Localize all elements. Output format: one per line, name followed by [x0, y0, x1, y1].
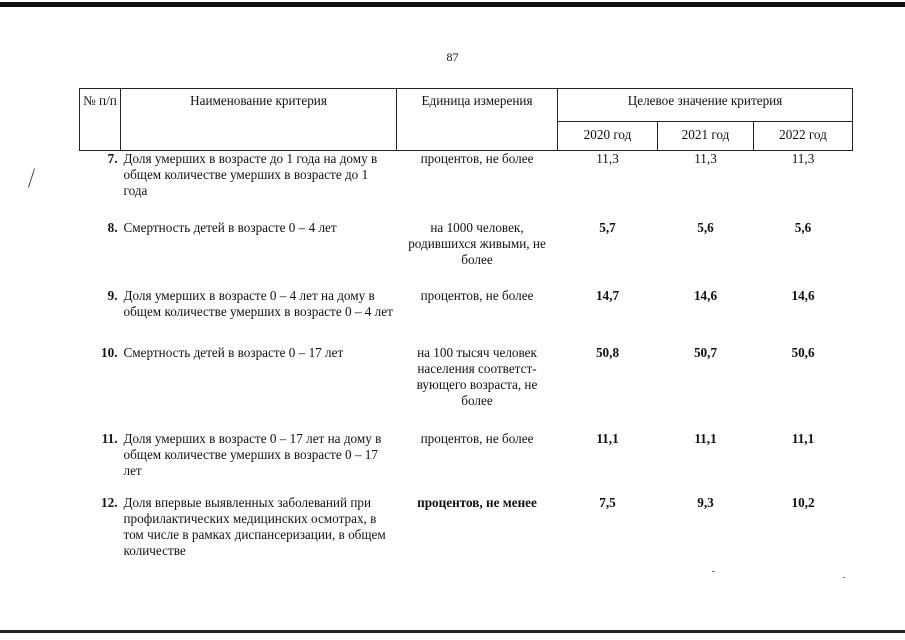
scan-mark: [28, 168, 35, 187]
header-year-2020: 2020 год: [558, 122, 658, 151]
value-2020: 7,5: [599, 494, 616, 510]
table-row: [80, 431, 853, 495]
table-row: [80, 495, 853, 561]
value-2022: 10,2: [791, 494, 815, 510]
value-2022: 50,6: [791, 344, 815, 360]
row-number: 8.: [107, 219, 118, 235]
bottom-border-rule: [0, 630, 905, 633]
value-2022: 11,1: [791, 430, 815, 446]
header-year-2021: 2021 год: [658, 122, 754, 151]
criterion-unit: процентов, не более: [420, 287, 534, 303]
row-number: 12.: [101, 494, 118, 510]
scan-speck: [712, 571, 715, 572]
page-number: 87: [446, 50, 459, 64]
criteria-table: [79, 88, 853, 561]
row-number: 7.: [107, 151, 118, 166]
criterion-unit: процентов, не менее: [417, 494, 537, 510]
criterion-unit: процентов, не более: [420, 151, 534, 166]
header-year-2022: 2022 год: [754, 122, 853, 151]
criterion-name: Доля умерших в возрасте 0 – 4 лет на дому в общем количестве умерших в возрасте 0 – 4 лет: [123, 287, 393, 319]
table-row: [80, 345, 853, 431]
criterion-name: Доля впервые выявленных заболеваний при профилактических медицинских осмотрах, в том числе в рамках диспансеризации, в общем количестве: [123, 494, 386, 558]
table-row: [80, 288, 853, 345]
row-number: 10.: [101, 344, 118, 360]
criterion-unit: на 1000 человек, родившихся живыми, не более: [408, 219, 546, 267]
value-2021: 9,3: [697, 494, 714, 510]
header-unit: Единица измерения: [397, 89, 558, 151]
value-2022: 14,6: [791, 287, 815, 303]
row-number: 11.: [101, 430, 118, 446]
value-2020: 14,7: [595, 287, 620, 303]
value-2020: 5,7: [599, 219, 616, 235]
header-row: [80, 89, 853, 122]
criterion-name: Доля умерших в возрасте 0 – 17 лет на дому в общем количестве умерших в возрасте 0 – 17 лет: [123, 430, 382, 478]
value-2022: 5,6: [794, 219, 812, 235]
header-number: № п/п: [80, 89, 121, 151]
value-2022: 11,3: [791, 151, 815, 166]
value-2020: 50,8: [595, 344, 620, 360]
criterion-unit: процентов, не более: [420, 430, 534, 446]
value-2020: 11,1: [596, 430, 619, 446]
criterion-name: Смертность детей в возрасте 0 – 17 лет: [123, 344, 344, 360]
top-border-rule: [0, 2, 905, 7]
criterion-name: Доля умерших в возрасте до 1 года на дому в общем количестве умерших в возрасте до 1 года: [123, 151, 378, 198]
table-row: [80, 151, 853, 220]
value-2021: 5,6: [697, 219, 714, 235]
row-number: 9.: [107, 287, 118, 303]
table-row: [80, 220, 853, 288]
value-2021: 11,1: [694, 430, 717, 446]
value-2021: 11,3: [694, 151, 717, 166]
value-2021: 14,6: [693, 287, 718, 303]
criterion-unit: на 100 тысяч человек населения соответст-вующего возраста, не более: [416, 344, 538, 408]
header-name: Наименование критерия: [121, 89, 397, 151]
criterion-name: Смертность детей в возрасте 0 – 4 лет: [123, 219, 337, 235]
value-2021: 50,7: [693, 344, 718, 360]
scan-speck: [843, 577, 845, 578]
header-target: Целевое значение критерия: [558, 89, 853, 122]
value-2020: 11,3: [596, 151, 619, 166]
